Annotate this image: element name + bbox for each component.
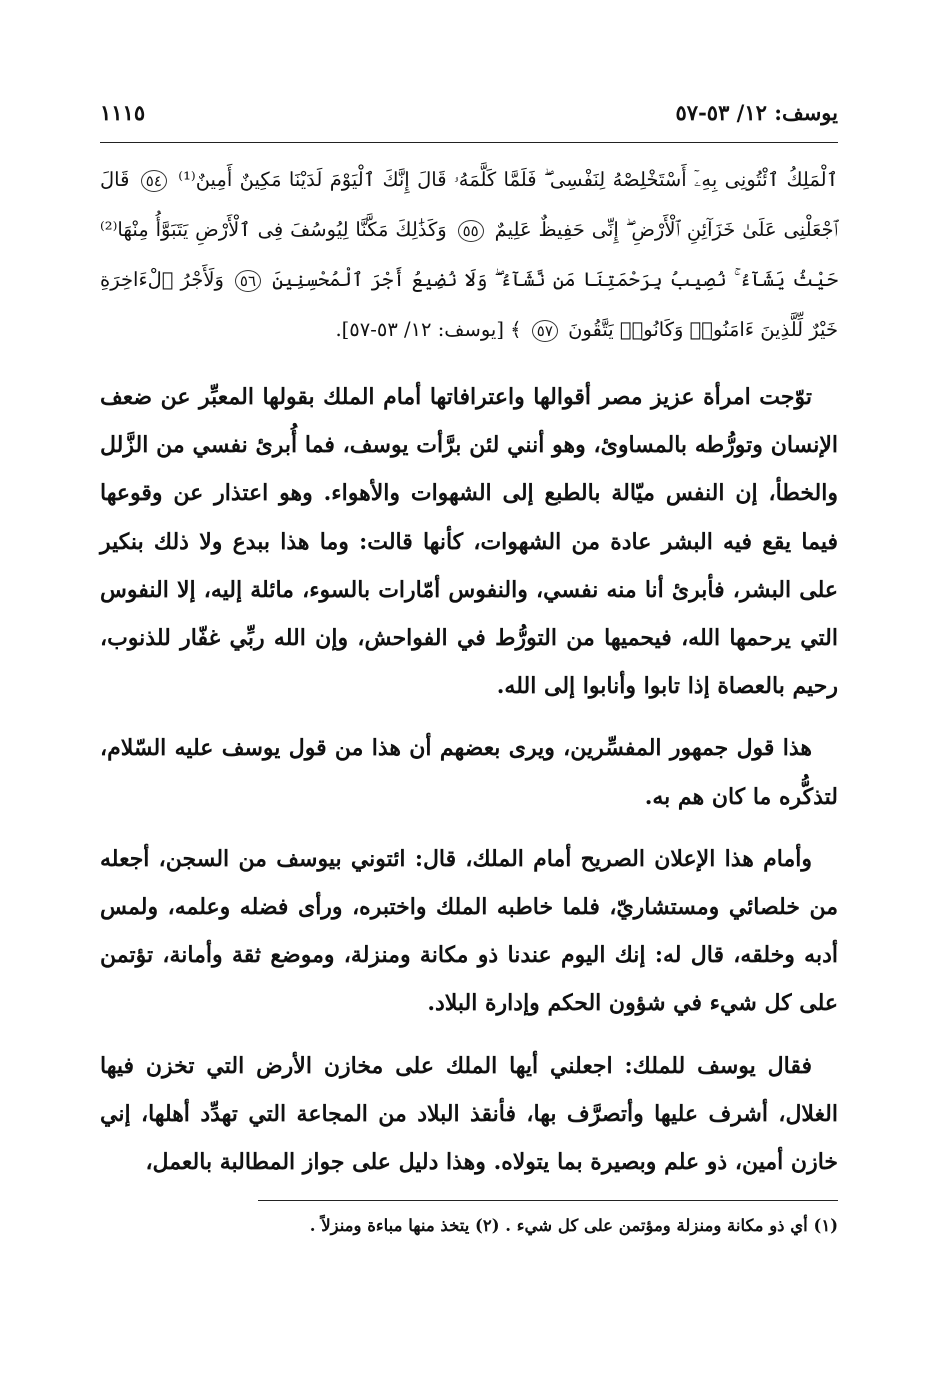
verse-text-56: وَكَذَٰلِكَ مَكَّنَّا لِيُوسُفَ فِى ٱلْأَرْضِ يَتَبَوَّأُ مِنْهَا⁽²⁾ حَيْثُ يَشَآءُ ۚ نُصِيبُ بِرَحْمَتِنَا مَن نَّشَآءُ ۖ وَلَا نُضِيعُ أَجْرَ ٱلْمُحْسِنِينَ (100, 218, 838, 291)
verse-text-55: قَالَ ٱجْعَلْنِى عَلَىٰ خَزَآئِنِ ٱلْأَرْضِ ۖ إِنِّى حَفِيظٌ عَلِيمٌ (100, 168, 839, 241)
surah-reference: يوسف: ١٢/ ٥٣-٥٧ (675, 100, 838, 125)
ayah-number-56: ٥٦ (235, 270, 261, 292)
footnote-divider (258, 1200, 838, 1201)
ayah-number-55: ٥٥ (458, 220, 484, 242)
verse-citation: ﴾ [يوسف: ١٢/ ٥٣-٥٧]. (335, 318, 522, 341)
quran-verses (100, 155, 838, 355)
verse-text-54: ٱلْمَلِكُ ٱئْتُونِى بِهِۦٓ أَسْتَخْلِصْهُ لِنَفْسِى ۖ فَلَمَّا كَلَّمَهُۥ قَالَ إِنَّكَ ٱلْيَوْمَ لَدَيْنَا مَكِينٌ أَمِينٌ⁽¹⁾ (178, 168, 839, 191)
ayah-number-57: ٥٧ (532, 320, 558, 342)
footnotes: (١) أي ذو مكانة ومنزلة ومؤتمن على كل شيء . (٢) يتخذ منها مباءة ومنزلاً . (309, 1216, 838, 1236)
commentary-paragraph: فقال يوسف للملك: اجعلني أيها الملك على مخازن الأرض التي تخزن فيها الغلال، أشرف عليها وأتصرَّف بها، فأنقذ البلاد من المجاعة التي تهدِّد أهلها، إني خازن أمين، ذو علم وبصيرة بما يتولاه. وهذا دليل على جواز المطالبة بالعمل، (100, 1052, 838, 1176)
verse-text-57: وَلَأَجْرُ ٱلْءَاخِرَةِ خَيْرٌ لِّلَّذِينَ ءَامَنُوا۟ وَكَانُوا۟ يَتَّقُونَ (100, 268, 838, 341)
commentary-paragraph: وأمام هذا الإعلان الصريح أمام الملك، قال: ائتوني بيوسف من السجن، أجعله من خلصائي ومستشاريّ، فلما خاطبه الملك واختبره، ورأى فضله وعلمه، ولمس أدبه وخلقه، قال له: إنك اليوم عندنا ذو مكانة ومنزلة، وموضع ثقة وأمانة، تؤتمن على كل شيء في شؤون الحكم وإدارة البلاد. (100, 845, 838, 1017)
book-page (100, 100, 838, 1239)
page-header (100, 100, 838, 143)
commentary-paragraph: هذا قول جمهور المفسِّرين، ويرى بعضهم أن هذا من قول يوسف عليه السّلام، لتذكُّره ما كان هم به. (100, 735, 838, 810)
commentary-paragraph: توّجت امرأة عزيز مصر أقوالها واعترافاتها أمام الملك بقولها المعبِّر عن ضعف الإنسان وتورُّطه بالمساوئ، وهو أنني لئن برَّأت يوسف، فما أُبرئ نفسي من الزَّلل والخطأ، إن النفس ميّالة بالطبع إلى الشهوات والأهواء. وهو اعتذار عن وقوعها فيما يقع فيه البشر عادة من الشهوات، كأنها قالت: وما هذا ببدع ولا ذلك بنكير على البشر، فأبرئ أنا منه نفسي، والنفوس أمّارات بالسوء، مائلة إليه، إلا النفوس التي يرحمها الله، فيحميها من التورُّط في الفواحش، وإن الله ربِّي غفّار للذنوب، رحيم بالعصاة إذا تابوا وأنابوا إلى الله. (100, 384, 838, 700)
ayah-number-54: ٥٤ (141, 170, 167, 192)
page-number: ١١١٥ (100, 100, 146, 125)
